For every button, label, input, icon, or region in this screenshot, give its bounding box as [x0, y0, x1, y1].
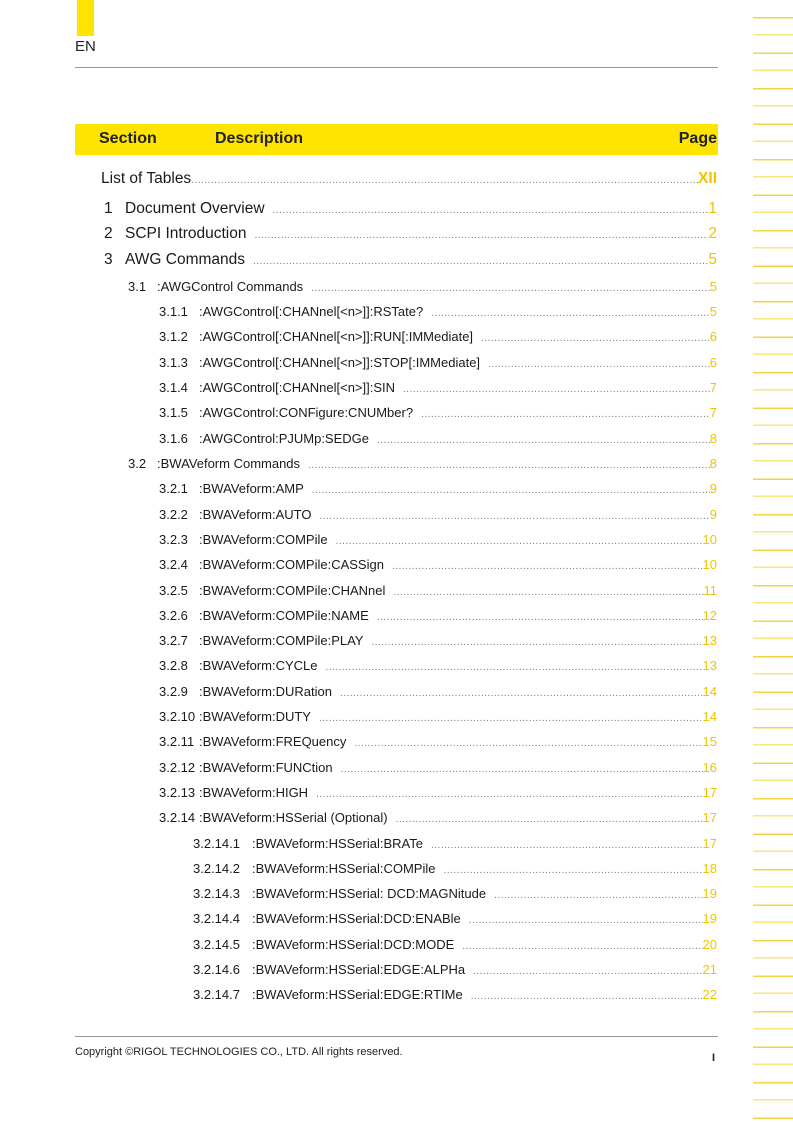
dot-leader [393, 587, 703, 598]
toc-entry-page: 11 [703, 582, 717, 598]
dot-leader [371, 637, 702, 648]
toc-entry[interactable] [159, 355, 717, 370]
toc-entry-title: :AWGControl[:CHANnel[<n>]]:SIN [199, 379, 396, 395]
toc-entry-page: 10 [702, 531, 717, 547]
dot-leader [319, 511, 709, 522]
toc-entry-title: :BWAVeform:HSSerial:EDGE:RTIMe [252, 986, 463, 1002]
dot-leader [488, 359, 710, 370]
toc-entry-title: :BWAVeform:AUTO [199, 506, 312, 522]
toc-entry-number: 3.2 [128, 455, 147, 471]
toc-entry-number: 3.1.1 [159, 303, 188, 319]
toc-entry[interactable] [104, 225, 717, 243]
toc-entry-number: 3.2.7 [159, 632, 188, 648]
toc-entry-number: 3.2.10 [159, 708, 196, 724]
toc-entry[interactable] [159, 760, 717, 775]
toc-entry[interactable] [159, 481, 717, 496]
language-code: EN [75, 38, 96, 55]
toc-entry[interactable] [193, 911, 717, 926]
toc-entry-title: :BWAVeform:HSSerial:DCD:MODE [252, 936, 455, 952]
toc-entry-title: SCPI Introduction [125, 224, 247, 242]
dot-leader [312, 485, 710, 496]
toc-entry-number: 3.2.4 [159, 556, 188, 572]
toc-entry-number: 3.2.2 [159, 506, 188, 522]
dot-leader [403, 384, 710, 395]
toc-entry-number: 3.2.6 [159, 607, 188, 623]
dot-leader [341, 764, 703, 775]
toc-entry-number: 3.2.8 [159, 657, 188, 673]
toc-entry-title: :BWAVeform:HSSerial: DCD:MAGNitude [252, 885, 487, 901]
toc-entry-title: Document Overview [125, 199, 265, 217]
dot-leader [481, 333, 710, 344]
toc-entry[interactable] [159, 380, 717, 395]
toc-entry-page: 17 [702, 809, 717, 825]
toc-entry-title: :BWAVeform:HSSerial (Optional) [199, 809, 388, 825]
toc-entry-page: 6 [709, 354, 717, 370]
toc-entry-title: :BWAVeform:FREQuency [199, 733, 347, 749]
toc-entry-number: 3.1.2 [159, 328, 188, 344]
toc-entry-number: 3.2.3 [159, 531, 188, 547]
toc-entry[interactable] [193, 987, 717, 1002]
dot-leader [392, 561, 703, 572]
toc-entry[interactable] [159, 304, 717, 319]
toc-entry-page: 19 [702, 885, 717, 901]
toc-entry-title: :BWAVeform:HSSerial:COMPile [252, 860, 436, 876]
toc-entry-title: :BWAVeform:COMPile:CASSign [199, 556, 384, 572]
toc-entry-page: 8 [709, 455, 717, 471]
toc-entry[interactable] [159, 431, 717, 446]
toc-entry-page: 16 [702, 759, 717, 775]
toc-entry-page: 5 [709, 278, 717, 294]
dot-leader [254, 230, 708, 241]
toc-entry-title: :BWAVeform:COMPile:PLAY [199, 632, 364, 648]
toc-entry[interactable] [159, 608, 717, 623]
toc-entry-page: XII [698, 169, 717, 187]
dot-leader [354, 738, 702, 749]
toc-entry-number: 3.1.5 [159, 404, 188, 420]
dot-leader [444, 865, 703, 876]
toc-entry[interactable] [159, 532, 717, 547]
toc-entry-number: 3.2.14.4 [193, 910, 240, 926]
toc-entry-title: :AWGControl:CONFigure:CNUMber? [199, 404, 414, 420]
toc-header-bar [75, 124, 718, 155]
toc-entry[interactable] [128, 456, 717, 471]
toc-entry-title: :BWAVeform:HIGH [199, 784, 309, 800]
page-edge-stripes [753, 0, 793, 1122]
toc-entry-title: :BWAVeform:AMP [199, 480, 304, 496]
toc-entry[interactable] [159, 709, 717, 724]
toc-entry-number: 3.1.4 [159, 379, 188, 395]
dot-leader [471, 991, 703, 1002]
toc-entry-page: 6 [709, 328, 717, 344]
toc-entry[interactable] [159, 633, 717, 648]
toc-entry-number: 3.2.5 [159, 582, 188, 598]
toc-entry[interactable] [193, 937, 717, 952]
dot-leader [421, 409, 710, 420]
toc-entry-number: 3.1.6 [159, 430, 188, 446]
dot-leader [336, 536, 703, 547]
toc-entry-number: 3.2.1 [159, 480, 188, 496]
header-divider [75, 67, 718, 68]
toc-entry[interactable] [101, 170, 717, 188]
toc-entry[interactable] [159, 810, 717, 825]
toc-entry-title: :BWAVeform:HSSerial:EDGE:ALPHa [252, 961, 466, 977]
dot-leader [311, 283, 710, 294]
toc-entry-page: 20 [702, 936, 717, 952]
toc-entry-title: :BWAVeform:DUTY [199, 708, 311, 724]
toc-entry-page: 10 [702, 556, 717, 572]
toc-entry-page: 7 [709, 404, 717, 420]
toc-entry-page: 22 [702, 986, 717, 1002]
dot-leader [191, 175, 698, 186]
toc-entry-number: 2 [104, 224, 113, 242]
toc-entry-page: 21 [702, 961, 717, 977]
toc-entry-page: 15 [702, 733, 717, 749]
page-number: I [712, 1052, 716, 1064]
dot-leader [377, 612, 703, 623]
footer-divider [75, 1036, 718, 1037]
toc-entry[interactable] [159, 329, 717, 344]
dot-leader [473, 966, 702, 977]
toc-entry-title: :AWGControl:PJUMp:SEDGe [199, 430, 370, 446]
toc-entry-title: :BWAVeform:FUNCtion [199, 759, 333, 775]
toc-header-page: Page [678, 130, 717, 147]
toc-entry-number: 3.2.14.1 [193, 835, 240, 851]
toc-entry-number: 3.2.14.5 [193, 936, 240, 952]
copyright-text: Copyright ©RIGOL TECHNOLOGIES CO., LTD. All rights reserved. [75, 1046, 403, 1058]
toc-entry-number: 3.2.13 [159, 784, 196, 800]
toc-header-section: Section [99, 130, 157, 147]
dot-leader [253, 256, 708, 267]
dot-leader [273, 205, 709, 216]
toc-entry-page: 19 [702, 910, 717, 926]
dot-leader [396, 814, 703, 825]
toc-entry-page: 17 [702, 784, 717, 800]
toc-entry-page: 9 [709, 506, 717, 522]
toc-entry-title: :AWGControl[:CHANnel[<n>]]:STOP[:IMMediate] [199, 354, 481, 370]
toc-entry-number: 3.2.14.3 [193, 885, 240, 901]
toc-entry[interactable] [159, 658, 717, 673]
toc-entry-number: 3.2.14.2 [193, 860, 240, 876]
toc-entry[interactable] [159, 785, 717, 800]
toc-entry-page: 7 [709, 379, 717, 395]
toc-entry-page: 18 [702, 860, 717, 876]
toc-entry-number: 3.2.14.7 [193, 986, 240, 1002]
toc-entry[interactable] [159, 507, 717, 522]
toc-entry-title: :BWAVeform:HSSerial:BRATe [252, 835, 423, 851]
toc-entry-page: 5 [708, 250, 717, 268]
toc-entry[interactable] [193, 861, 717, 876]
toc-entry-title: :AWGControl[:CHANnel[<n>]]:RUN[:IMMediate] [199, 328, 474, 344]
toc-entry-number: 3.1.3 [159, 354, 188, 370]
toc-entry[interactable] [104, 200, 717, 218]
toc-entry-page: 2 [708, 224, 717, 242]
toc-entry-page: 13 [702, 657, 717, 673]
toc-entry-number: 3.2.12 [159, 759, 196, 775]
toc-entry-number: 3 [104, 250, 113, 268]
dot-leader [340, 688, 703, 699]
dot-leader [494, 890, 702, 901]
toc-entry-title: List of Tables [101, 169, 192, 187]
toc-entry-title: :AWGControl Commands [157, 278, 304, 294]
toc-entry-page: 12 [702, 607, 717, 623]
toc-entry-number: 3.2.9 [159, 683, 188, 699]
toc-entry-page: 14 [702, 683, 717, 699]
toc-entry[interactable] [159, 557, 717, 572]
toc-entry-page: 8 [709, 430, 717, 446]
toc-entry-title: :BWAVeform:COMPile:CHANnel [199, 582, 386, 598]
toc-entry-title: :BWAVeform:HSSerial:DCD:ENABle [252, 910, 461, 926]
toc-entry[interactable] [193, 886, 717, 901]
dot-leader [431, 308, 710, 319]
toc-entry[interactable] [159, 583, 717, 598]
toc-entry-title: AWG Commands [125, 250, 246, 268]
toc-entry-page: 5 [709, 303, 717, 319]
toc-entry-title: :BWAVeform:COMPile [199, 531, 328, 547]
dot-leader [431, 840, 703, 851]
toc-header-description: Description [215, 130, 304, 147]
toc-entry[interactable] [159, 734, 717, 749]
dot-leader [325, 662, 702, 673]
toc-entry[interactable] [193, 836, 717, 851]
toc-entry-page: 1 [708, 199, 717, 217]
toc-entry-title: :BWAVeform:COMPile:NAME [199, 607, 369, 623]
toc-entry-page: 17 [702, 835, 717, 851]
toc-entry-number: 3.2.14.6 [193, 961, 240, 977]
toc-entry[interactable] [159, 405, 717, 420]
toc-entry[interactable] [104, 251, 717, 269]
toc-entry-number: 3.2.11 [159, 733, 195, 749]
language-tab-marker [77, 0, 94, 36]
dot-leader [462, 941, 702, 952]
toc-entry-title: :BWAVeform:CYCLe [199, 657, 318, 673]
toc-entry-title: :AWGControl[:CHANnel[<n>]]:RSTate? [199, 303, 424, 319]
dot-leader [469, 915, 703, 926]
dot-leader [319, 713, 703, 724]
toc-entry-number: 3.2.14 [159, 809, 196, 825]
toc-entry-title: :BWAVeform Commands [157, 455, 301, 471]
toc-entry-page: 14 [702, 708, 717, 724]
toc-entry-number: 1 [104, 199, 113, 217]
toc-entry-title: :BWAVeform:DURation [199, 683, 332, 699]
dot-leader [377, 435, 710, 446]
toc-entry-number: 3.1 [128, 278, 147, 294]
dot-leader [308, 460, 710, 471]
toc-entry[interactable] [159, 684, 717, 699]
toc-entry[interactable] [128, 279, 717, 294]
toc-entry-page: 13 [702, 632, 717, 648]
toc-entry[interactable] [193, 962, 717, 977]
toc-entry-page: 9 [709, 480, 717, 496]
dot-leader [316, 789, 702, 800]
